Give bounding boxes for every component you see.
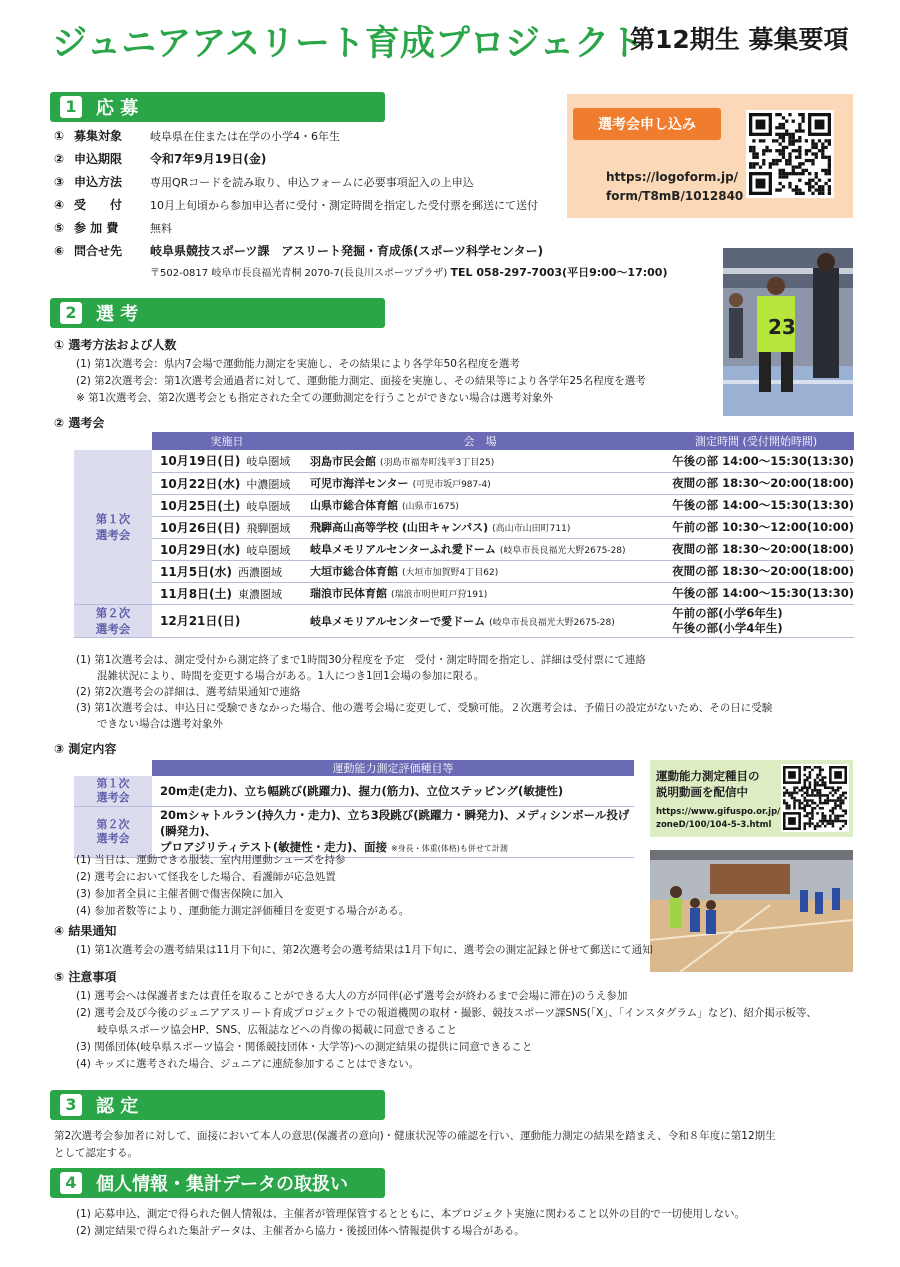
item-number: ① xyxy=(54,129,65,143)
schedule-row xyxy=(74,560,854,582)
caution-line-3: 岐阜県スポーツ協会HP、SNS、広報誌などへの肖像の掲載に同意できること xyxy=(76,1024,458,1036)
venue-address: (可児市坂戸987-4) xyxy=(412,480,491,490)
section-number: 1 xyxy=(60,96,82,118)
schedule-time: 午後の部 14:00～15:30(13:30) xyxy=(658,450,854,472)
schedule-date xyxy=(152,538,302,560)
schedule-date xyxy=(152,582,302,604)
schedule-date xyxy=(152,472,302,494)
apply-item-2 xyxy=(54,150,266,167)
item-number: ④ xyxy=(54,198,65,212)
schedule-time: 夜間の部 18:30～20:00(18:00) xyxy=(658,560,854,582)
schedule-row xyxy=(74,582,854,604)
area-text: 西濃圏域 xyxy=(238,565,283,579)
venue-address: (岐阜市長良福光大野2675-28) xyxy=(499,546,626,556)
date-text: 10月22日(水) xyxy=(160,476,241,491)
training-photo xyxy=(723,248,853,416)
item-text: 岐阜県競技スポーツ課 アスリート発掘・育成係(スポーツ科学センター) xyxy=(150,244,544,258)
schedule-row xyxy=(74,494,854,516)
section-title: 個人情報・集計データの取扱い xyxy=(96,1174,348,1195)
row-header-second: 第２次 選考会 xyxy=(74,806,152,857)
method-line-3: ※ 第1次選考会、第2次選考会とも指定された全ての運動測定を行うことができない場合は選考対象外 xyxy=(76,392,553,404)
venue-name: 岐阜メモリアルセンターで愛ドーム xyxy=(310,614,486,628)
schedule-time: 夜間の部 18:30～20:00(18:00) xyxy=(658,472,854,494)
video-url[interactable]: https://www.gifuspo.or.jp/ zoneD/100/104-5-3.html xyxy=(656,807,781,830)
apply-item-4 xyxy=(54,196,538,213)
schedule-time: 夜間の部 18:30～20:00(18:00) xyxy=(658,538,854,560)
section-title: 認 定 xyxy=(96,1096,139,1117)
row-header-second: 第２次 選考会 xyxy=(74,604,152,637)
row-header-first: 第１次 選考会 xyxy=(74,450,152,604)
time-line-1: 午前の部(小学6年生) xyxy=(672,605,783,620)
date-text: 10月26日(日) xyxy=(160,520,241,535)
venue-address: (高山市山田町711) xyxy=(492,524,571,534)
schedule-time: 午後の部 14:00～15:30(13:30) xyxy=(658,494,854,516)
venue-name: 瑞浪市民体育館 xyxy=(310,587,387,600)
area-text: 東濃圏域 xyxy=(238,587,283,601)
schedule-venue xyxy=(302,516,658,538)
page-title: ジュニアアスリート育成プロジェクト xyxy=(52,24,645,64)
schedule-note-4: (3) 第1次選考会は、申込日に受験できなかった場合、他の選考会場に変更して、受験可能。２次選考会は、予備日の設定がないため、その日に受験 xyxy=(76,702,773,714)
sub-heading-result: ④ 結果通知 xyxy=(54,924,117,938)
schedule-row xyxy=(74,450,854,472)
certify-line-2: として認定する。 xyxy=(54,1147,138,1159)
apply-label[interactable]: 選考会申し込み xyxy=(573,108,721,140)
apply-item-3 xyxy=(54,173,474,190)
caution-line-5: (4) キッズに選考された場合、ジュニアに連続参加することはできない。 xyxy=(76,1058,420,1070)
item-number: ② xyxy=(54,152,65,166)
date-text: 10月19日(日) xyxy=(160,454,241,469)
section-number: 4 xyxy=(60,1172,82,1194)
item-label: 問合せ先 xyxy=(74,244,123,258)
venue-address: (岐阜市長良福光大野2675-28) xyxy=(489,617,615,628)
schedule-row xyxy=(74,472,854,494)
date-text: 11月8日(土) xyxy=(160,586,233,601)
bib-number: 23 xyxy=(768,315,796,339)
time-line-2: 午後の部(小学4年生) xyxy=(672,620,783,635)
item-number: ③ xyxy=(54,175,65,189)
page-subtitle: 第12期生 募集要項 xyxy=(630,25,849,54)
section-1-header xyxy=(50,92,385,122)
measure-note-4: (4) 参加者数等により、運動能力測定評価種目を変更する場合がある。 xyxy=(76,905,410,917)
video-title: 運動能力測定種目の 説明動画を配信中 xyxy=(656,769,760,799)
result-note: (1) 第1次選考会の選考結果は11月下旬に、第2次選考会の選考結果は1月下旬に、選考会の測定記録と併せて郵送にて通知 xyxy=(76,944,653,956)
area-text: 岐阜圏域 xyxy=(246,455,291,469)
privacy-line-1: (1) 応募申込、測定で得られた個人情報は、主催者が管理保管するとともに、本プロジェクト実施に関わること以外の目的で一切使用しない。 xyxy=(76,1208,745,1220)
schedule-venue xyxy=(302,538,658,560)
schedule-date xyxy=(152,516,302,538)
schedule-venue xyxy=(302,582,658,604)
venue-name: 山県市総合体育館 xyxy=(310,499,398,512)
item-number: ⑥ xyxy=(54,244,65,258)
apply-qr-code[interactable] xyxy=(746,110,834,198)
item-label: 申込方法 xyxy=(74,175,123,189)
section-title: 応 募 xyxy=(96,98,139,119)
date-text: 10月25日(土) xyxy=(160,498,241,513)
area-text: 中濃圏域 xyxy=(246,477,291,491)
measure-header: 運動能力測定評価種目等 xyxy=(152,760,634,776)
schedule-note-1: (1) 第1次選考会は、測定受付から測定終了まで1時間30分程度を予定 受付・測定時間を指定し、詳細は受付票にて連絡 xyxy=(76,654,646,666)
section-title: 選 考 xyxy=(96,304,139,325)
section-2-header xyxy=(50,298,385,328)
venue-name: 飛騨高山高等学校 (山田キャンパス) xyxy=(310,521,489,534)
schedule-time: 午前の部 10:30～12:00(10:00) xyxy=(658,516,854,538)
caution-line-1: (1) 選考会へは保護者または責任を取ることができる大人の方が同伴(必ず選考会が終わるまで会場に滞在)のうえ参加 xyxy=(76,990,628,1002)
item-number: ⑤ xyxy=(54,221,65,235)
measure-first: 20m走(走力)、立ち幅跳び(跳躍力)、握力(筋力)、立位ステッピング(敏捷性) xyxy=(152,776,634,806)
venue-address: (羽島市福寿町浅平3丁目25) xyxy=(380,457,495,468)
col-header-time: 測定時間 (受付開始時間) xyxy=(658,432,854,450)
schedule-row xyxy=(74,516,854,538)
area-text: 岐阜圏域 xyxy=(246,499,291,513)
item-label: 申込期限 xyxy=(74,152,123,166)
item-text: 令和7年9月19日(金) xyxy=(150,152,267,166)
apply-item-6 xyxy=(54,242,543,259)
schedule-venue xyxy=(302,604,658,637)
item-text: 専用QRコードを読み取り、申込フォームに必要事項記入の上申込 xyxy=(150,176,474,189)
item-text: 無料 xyxy=(150,222,172,235)
video-qr-code[interactable] xyxy=(781,764,849,832)
schedule-date xyxy=(152,450,302,472)
caution-line-4: (3) 関係団体(岐阜県スポーツ協会・関係競技団体・大学等)への測定結果の提供に同意できること xyxy=(76,1041,533,1053)
method-line-1: (1) 第1次選考会：県内7会場で運動能力測定を実施し、その結果により各学年50名程度を選考 xyxy=(76,358,520,370)
schedule-date xyxy=(152,560,302,582)
schedule-venue xyxy=(302,560,658,582)
caution-line-2: (2) 選考会及び今後のジュニアアスリート育成プロジェクトでの報道機関の取材・撮影、競技スポーツ課SNS(「X」、「インスタグラム」など)、紹介掲示板等、 xyxy=(76,1007,817,1019)
section-3-header xyxy=(50,1090,385,1120)
gym-photo xyxy=(650,850,853,972)
venue-address: (瑞浪市明世町戸狩191) xyxy=(391,590,488,600)
apply-url[interactable]: https://logoform.jp/ form/T8mB/1012840 xyxy=(606,170,744,203)
sub-heading-method: ① 選考方法および人数 xyxy=(54,338,177,352)
item-text: 10月上旬頃から参加申込者に受付・測定時間を指定した受付票を郵送にて送付 xyxy=(150,199,538,212)
venue-name: 羽島市民会館 xyxy=(310,454,376,468)
schedule-date xyxy=(152,494,302,516)
apply-item-1 xyxy=(54,127,340,144)
measure-table xyxy=(74,760,634,858)
measure-second: 20mシャトルラン(持久力・走力)、立ち3段跳び(跳躍力・瞬発力)、メディシンボール投げ(瞬発力)、 プロアジリティテスト(敏捷性・走力)、面接 ※身長・体重(体格)も併せて計測 xyxy=(152,806,634,857)
contact-address: 〒502-0817 岐阜市長良福光青桐 2070-7(長良川スポーツプラザ) TEL 058-297-7003(平日9:00～17:00) xyxy=(150,266,668,279)
method-line-2: (2) 第2次選考会：第1次選考会通過者に対して、運動能力測定、面接を実施し、その結果等により各学年25名程度を選考 xyxy=(76,375,646,387)
item-label: 募集対象 xyxy=(74,129,123,143)
section-number: 3 xyxy=(60,1094,82,1116)
section-4-header xyxy=(50,1168,385,1198)
schedule-row xyxy=(74,538,854,560)
item-label: 受 付 xyxy=(74,198,123,212)
schedule-venue xyxy=(302,472,658,494)
apply-item-5 xyxy=(54,219,172,236)
sub-heading-measure: ③ 測定内容 xyxy=(54,742,117,756)
measure-note-1: (1) 当日は、運動できる服装、室内用運動シューズを持参 xyxy=(76,854,346,866)
measure-note-3: (3) 参加者全員に主催者側で傷害保険に加入 xyxy=(76,888,284,900)
venue-name: 可児市海洋センター xyxy=(310,477,409,490)
venue-name: 岐阜メモリアルセンターふれ愛ドーム xyxy=(310,543,496,556)
section-number: 2 xyxy=(60,302,82,324)
schedule-time: 午後の部 14:00～15:30(13:30) xyxy=(658,582,854,604)
schedule-venue xyxy=(302,494,658,516)
certify-line-1: 第2次選考会参加者に対して、面接において本人の意思(保護者の意向)・健康状況等の確認を行い、運動能力測定の結果を踏まえ、令和８年度に第12期生 xyxy=(54,1130,776,1142)
schedule-note-2: 混雑状況により、時間を変更する場合がある。1人につき1回1会場の参加に限る。 xyxy=(76,670,485,682)
venue-address: (大垣市加賀野4丁目62) xyxy=(402,568,499,578)
schedule-note-3: (2) 第2次選考会の詳細は、選考結果通知で連絡 xyxy=(76,686,301,698)
date-text: 11月5日(水) xyxy=(160,564,233,579)
schedule-venue xyxy=(302,450,658,472)
sub-heading-caution: ⑤ 注意事項 xyxy=(54,970,117,984)
schedule-table xyxy=(74,432,854,638)
col-header-venue: 会 場 xyxy=(302,432,658,450)
schedule-time xyxy=(658,604,854,637)
schedule-date: 12月21日(日) xyxy=(152,604,302,637)
privacy-line-2: (2) 測定結果で得られた集計データは、主催者から協力・後援団体へ情報提供する場合がある。 xyxy=(76,1225,525,1237)
sub-heading-schedule: ② 選考会 xyxy=(54,416,105,430)
item-label: 参 加 費 xyxy=(74,221,119,235)
col-header-date: 実施日 xyxy=(152,432,302,450)
area-text: 飛騨圏域 xyxy=(246,521,291,535)
schedule-note-5: できない場合は選考対象外 xyxy=(76,718,223,730)
item-text: 岐阜県在住または在学の小学4・6年生 xyxy=(150,130,340,143)
area-text: 岐阜圏域 xyxy=(246,543,291,557)
schedule-row-second xyxy=(74,604,854,637)
date-text: 10月29日(水) xyxy=(160,542,241,557)
measure-note-2: (2) 選考会において怪我をした場合、看護師が応急処置 xyxy=(76,871,336,883)
venue-address: (山県市1675) xyxy=(402,502,459,512)
row-header-first: 第１次 選考会 xyxy=(74,776,152,806)
venue-name: 大垣市総合体育館 xyxy=(310,565,398,578)
